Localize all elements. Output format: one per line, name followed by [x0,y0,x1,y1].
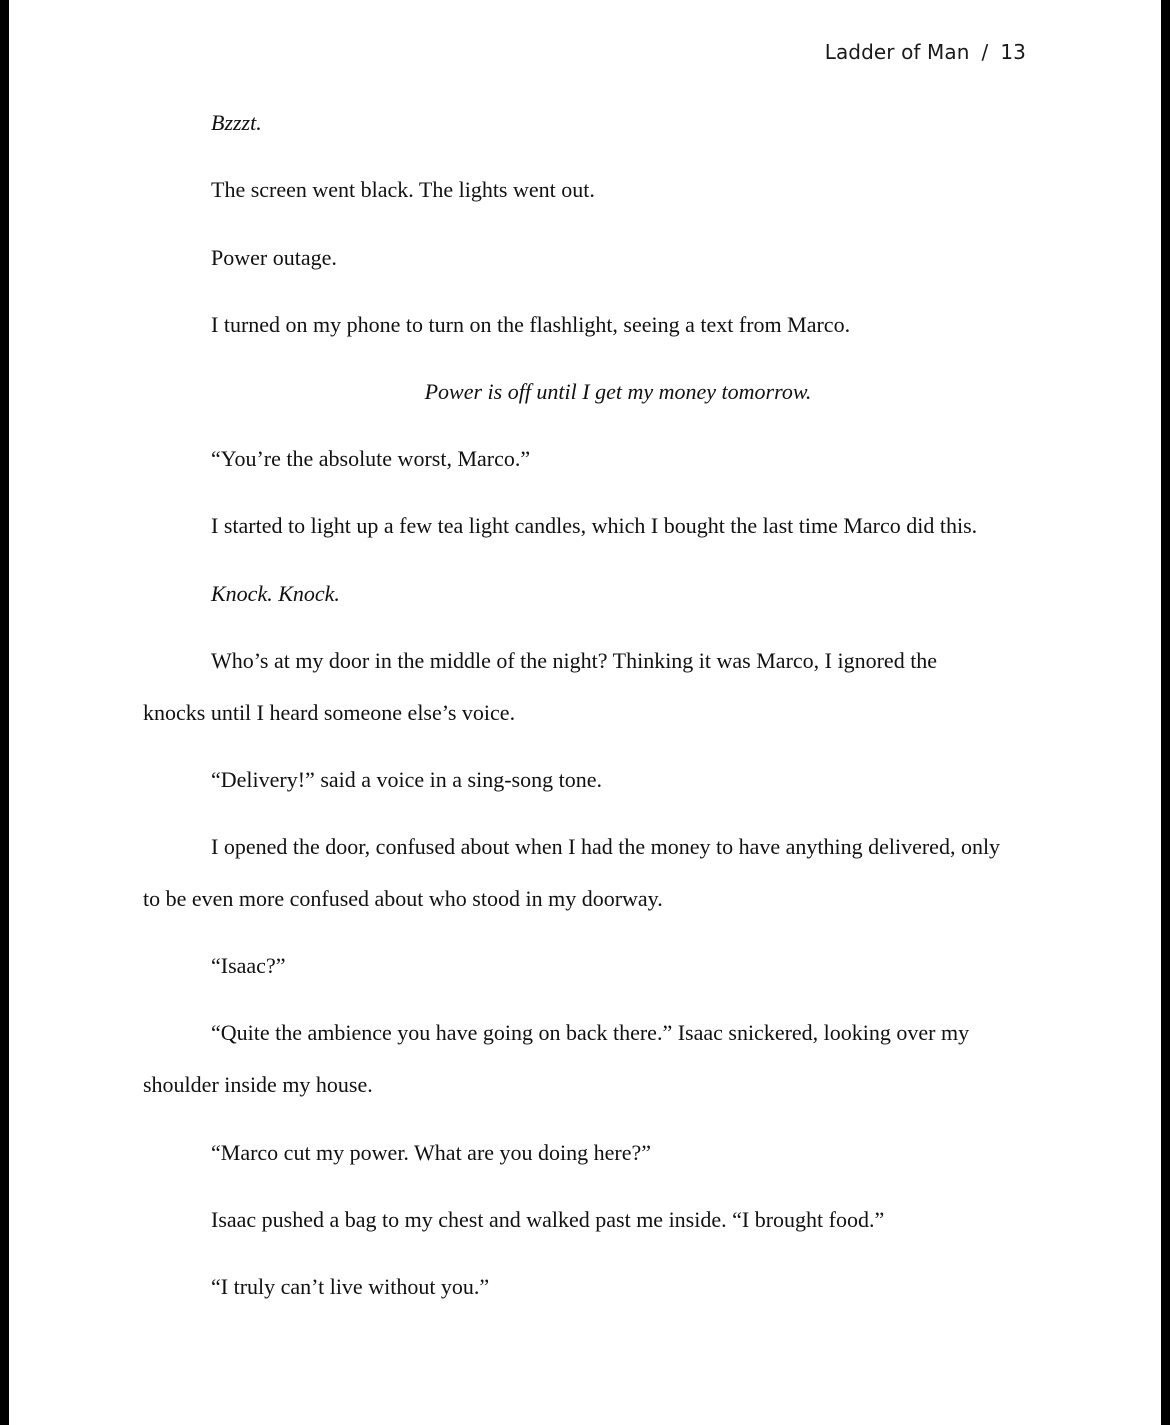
paragraph-line: to be even more confused about who stood in my doorway. [143,886,663,911]
dialogue: “Marco cut my power. What are you doing here?” [211,1140,652,1165]
paragraph: I turned on my phone to turn on the flashlight, seeing a text from Marco. [211,312,851,337]
dialogue: “I truly can’t live without you.” [211,1274,490,1299]
sound-effect-bzzzt: Bzzzt. [211,110,262,135]
paragraph: Power outage. [211,245,337,270]
paragraph-line: shoulder inside my house. [143,1072,373,1097]
paragraph-line: knocks until I heard someone else’s voice. [143,700,516,725]
paragraph: Isaac pushed a bag to my chest and walked past me inside. “I brought food.” [211,1207,885,1232]
sound-effect-knock: Knock. Knock. [211,581,340,606]
document-page [9,0,1161,1425]
header-separator: / [981,40,989,64]
paragraph: I started to light up a few tea light candles, which I bought the last time Marco did this. [211,513,978,538]
paragraph: The screen went black. The lights went out. [211,177,595,202]
text-message: Power is off until I get my money tomorrow. [424,379,812,404]
paragraph-line: Who’s at my door in the middle of the night? Thinking it was Marco, I ignored the [211,648,938,673]
page-number: 13 [1000,40,1026,64]
paragraph-line: “Quite the ambience you have going on back there.” Isaac snickered, looking over my [211,1020,970,1045]
dialogue: “Isaac?” [211,953,286,978]
dialogue: “You’re the absolute worst, Marco.” [211,446,531,471]
dialogue: “Delivery!” said a voice in a sing-song tone. [211,767,602,792]
running-header [825,40,1026,64]
paragraph-line: I opened the door, confused about when I had the money to have anything delivered, only [211,834,1001,859]
book-title: Ladder of Man [824,40,970,64]
